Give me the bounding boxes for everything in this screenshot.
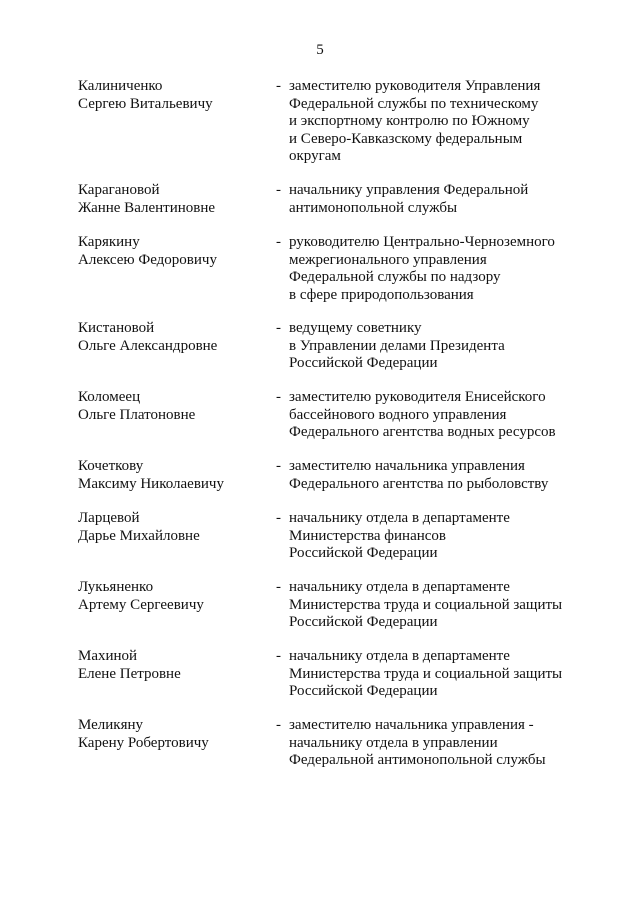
position-line: начальнику управления Федеральной	[289, 182, 529, 198]
position-line: начальнику отдела в департаменте	[289, 648, 510, 664]
position-text	[289, 510, 579, 563]
person-name	[78, 579, 268, 614]
position-line: в Управлении делами Президента	[289, 337, 505, 354]
position-line: Федерального агентства водных ресурсов	[289, 424, 556, 440]
surname: Лукьяненко	[78, 579, 154, 595]
surname: Калиниченко	[78, 78, 163, 94]
position-line: бассейнового водного управления	[289, 406, 507, 423]
person-name	[78, 234, 268, 269]
dash-separator: -	[276, 579, 281, 595]
position-line: Российской Федерации	[289, 683, 438, 699]
position-line: в сфере природопользования	[289, 286, 474, 303]
person-name	[78, 78, 268, 113]
given-names: Артему Сергеевичу	[78, 596, 204, 613]
position-line: межрегионального управления	[289, 251, 487, 268]
given-names: Максиму Николаевичу	[78, 475, 224, 492]
dash-separator: -	[276, 78, 281, 94]
position-text	[289, 320, 579, 373]
position-line: Министерства труда и социальной защиты	[289, 665, 563, 682]
given-names: Жанне Валентиновне	[78, 199, 216, 216]
position-line: и Северо-Кавказскому федеральным	[289, 130, 523, 147]
given-names: Ольге Платоновне	[78, 406, 196, 423]
surname: Кистановой	[78, 320, 155, 336]
surname: Кочеткову	[78, 458, 144, 474]
position-line: начальнику отдела в департаменте	[289, 579, 510, 595]
position-line: руководителю Центрально-Черноземного	[289, 234, 555, 250]
person-name	[78, 458, 268, 493]
position-line: антимонопольной службы	[289, 199, 458, 216]
position-text	[289, 717, 579, 770]
dash-separator: -	[276, 320, 281, 336]
page-number: 5	[316, 42, 324, 58]
position-text	[289, 78, 579, 166]
position-text	[289, 234, 579, 304]
given-names: Карену Робертовичу	[78, 734, 209, 751]
person-name	[78, 717, 268, 752]
position-text	[289, 389, 579, 442]
dash-separator: -	[276, 510, 281, 526]
position-line: Федеральной антимонопольной службы	[289, 752, 546, 768]
given-names: Сергею Витальевичу	[78, 95, 213, 112]
person-name	[78, 510, 268, 545]
position-line: ведущему советнику	[289, 320, 422, 336]
dash-separator: -	[276, 458, 281, 474]
position-text	[289, 458, 579, 493]
surname: Меликяну	[78, 717, 144, 733]
position-line: начальнику отдела в департаменте	[289, 510, 510, 526]
position-line: Российской Федерации	[289, 614, 438, 630]
position-line: Российской Федерации	[289, 355, 438, 371]
position-line: заместителю начальника управления	[289, 458, 525, 474]
dash-separator: -	[276, 648, 281, 664]
position-line: Федеральной службы по надзору	[289, 269, 501, 285]
surname: Коломеец	[78, 389, 141, 405]
surname: Карякину	[78, 234, 140, 250]
given-names: Ольге Александровне	[78, 337, 218, 354]
person-name	[78, 648, 268, 683]
surname: Карагановой	[78, 182, 160, 198]
position-line: заместителю руководителя Управления	[289, 78, 541, 94]
position-line: Федеральной службы по техническому	[289, 95, 539, 112]
person-name	[78, 320, 268, 355]
dash-separator: -	[276, 717, 281, 733]
position-line: Министерства труда и социальной защиты	[289, 596, 563, 613]
surname: Махиной	[78, 648, 138, 664]
position-line: Российской Федерации	[289, 545, 438, 561]
given-names: Дарье Михайловне	[78, 527, 200, 544]
given-names: Елене Петровне	[78, 665, 181, 682]
position-text	[289, 648, 579, 701]
position-line: округам	[289, 148, 341, 164]
position-line: заместителю начальника управления -	[289, 717, 534, 733]
person-name	[78, 389, 268, 424]
position-text	[289, 182, 579, 217]
given-names: Алексею Федоровичу	[78, 251, 217, 268]
surname: Ларцевой	[78, 510, 140, 526]
position-line: заместителю руководителя Енисейского	[289, 389, 546, 405]
position-line: и экспортному контролю по Южному	[289, 113, 530, 129]
position-text	[289, 579, 579, 632]
position-line: Министерства финансов	[289, 527, 446, 544]
position-line: Федерального агентства по рыболовству	[289, 475, 549, 492]
person-name	[78, 182, 268, 217]
dash-separator: -	[276, 234, 281, 250]
dash-separator: -	[276, 182, 281, 198]
dash-separator: -	[276, 389, 281, 405]
position-line: начальнику отдела в управлении	[289, 734, 498, 751]
